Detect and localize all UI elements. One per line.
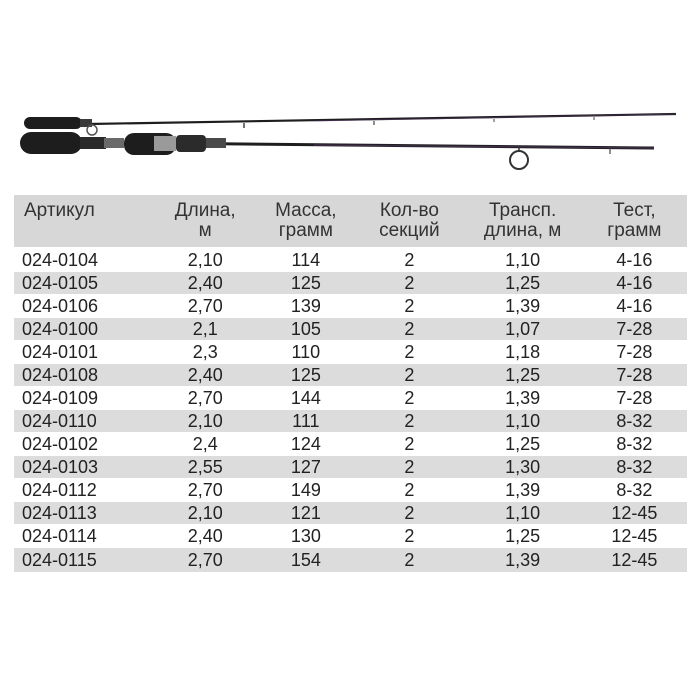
specs-table bbox=[14, 195, 687, 573]
cell-transport-length: 1,07 bbox=[464, 318, 582, 341]
cell-mass: 125 bbox=[256, 364, 355, 387]
cell-article: 024-0113 bbox=[14, 502, 154, 525]
cell-sections: 2 bbox=[355, 295, 463, 318]
cell-transport-length: 1,39 bbox=[464, 479, 582, 502]
cell-sections: 2 bbox=[355, 364, 463, 387]
table-row bbox=[14, 433, 687, 456]
cell-article: 024-0108 bbox=[14, 364, 154, 387]
cell-transport-length: 1,25 bbox=[464, 272, 582, 295]
header-line: секций bbox=[379, 220, 440, 241]
cell-sections: 2 bbox=[355, 456, 463, 479]
cell-transport-length: 1,25 bbox=[464, 433, 582, 456]
cell-length: 2,55 bbox=[154, 456, 257, 479]
cell-sections: 2 bbox=[355, 387, 463, 410]
cell-transport-length: 1,39 bbox=[464, 295, 582, 318]
table-row bbox=[14, 295, 687, 318]
header-line: Трансп. bbox=[489, 200, 557, 221]
cell-test: 4-16 bbox=[582, 295, 687, 318]
table-row bbox=[14, 456, 687, 479]
table-row bbox=[14, 248, 687, 272]
cell-test: 4-16 bbox=[582, 272, 687, 295]
cell-length: 2,10 bbox=[154, 248, 257, 272]
cell-length: 2,1 bbox=[154, 318, 257, 341]
cell-length: 2,3 bbox=[154, 341, 257, 364]
cell-test: 12-45 bbox=[582, 502, 687, 525]
cell-test: 12-45 bbox=[582, 525, 687, 548]
cell-mass: 105 bbox=[256, 318, 355, 341]
cell-transport-length: 1,25 bbox=[464, 525, 582, 548]
cell-article: 024-0106 bbox=[14, 295, 154, 318]
cell-length: 2,40 bbox=[154, 525, 257, 548]
table-row bbox=[14, 272, 687, 295]
table-body bbox=[14, 248, 687, 573]
cell-article: 024-0112 bbox=[14, 479, 154, 502]
cell-article: 024-0100 bbox=[14, 318, 154, 341]
header-mass bbox=[256, 195, 355, 248]
table-row bbox=[14, 479, 687, 502]
cell-transport-length: 1,30 bbox=[464, 456, 582, 479]
cell-mass: 125 bbox=[256, 272, 355, 295]
table-row bbox=[14, 410, 687, 433]
cell-mass: 149 bbox=[256, 479, 355, 502]
cell-mass: 110 bbox=[256, 341, 355, 364]
cell-transport-length: 1,10 bbox=[464, 410, 582, 433]
header-line: Кол-во bbox=[379, 200, 439, 221]
cell-sections: 2 bbox=[355, 525, 463, 548]
cell-mass: 124 bbox=[256, 433, 355, 456]
cell-length: 2,4 bbox=[154, 433, 257, 456]
cell-test: 8-32 bbox=[582, 433, 687, 456]
cell-test: 8-32 bbox=[582, 410, 687, 433]
header-sections bbox=[355, 195, 463, 248]
cell-mass: 127 bbox=[256, 456, 355, 479]
cell-sections: 2 bbox=[355, 318, 463, 341]
cell-test: 12-45 bbox=[582, 548, 687, 573]
cell-test: 8-32 bbox=[582, 456, 687, 479]
cell-test: 4-16 bbox=[582, 248, 687, 272]
cell-length: 2,70 bbox=[154, 295, 257, 318]
cell-article: 024-0110 bbox=[14, 410, 154, 433]
cell-sections: 2 bbox=[355, 502, 463, 525]
header-line: Длина, bbox=[174, 200, 236, 221]
cell-mass: 144 bbox=[256, 387, 355, 410]
table-row bbox=[14, 525, 687, 548]
cell-mass: 154 bbox=[256, 548, 355, 573]
header-line: грамм bbox=[278, 220, 333, 241]
cell-mass: 121 bbox=[256, 502, 355, 525]
cell-article: 024-0115 bbox=[14, 548, 154, 573]
cell-article: 024-0114 bbox=[14, 525, 154, 548]
cell-sections: 2 bbox=[355, 548, 463, 573]
cell-article: 024-0105 bbox=[14, 272, 154, 295]
cell-sections: 2 bbox=[355, 272, 463, 295]
cell-mass: 130 bbox=[256, 525, 355, 548]
cell-article: 024-0102 bbox=[14, 433, 154, 456]
cell-test: 7-28 bbox=[582, 387, 687, 410]
cell-test: 7-28 bbox=[582, 341, 687, 364]
cell-sections: 2 bbox=[355, 479, 463, 502]
header-article bbox=[14, 195, 154, 248]
cell-transport-length: 1,39 bbox=[464, 548, 582, 573]
header-line: Масса, bbox=[275, 200, 337, 221]
cell-transport-length: 1,25 bbox=[464, 364, 582, 387]
table-row bbox=[14, 364, 687, 387]
cell-length: 2,40 bbox=[154, 272, 257, 295]
cell-length: 2,10 bbox=[154, 410, 257, 433]
cell-article: 024-0101 bbox=[14, 341, 154, 364]
table-row bbox=[14, 387, 687, 410]
cell-length: 2,70 bbox=[154, 387, 257, 410]
cell-test: 8-32 bbox=[582, 479, 687, 502]
cell-transport-length: 1,10 bbox=[464, 502, 582, 525]
cell-article: 024-0104 bbox=[14, 248, 154, 272]
cell-transport-length: 1,39 bbox=[464, 387, 582, 410]
cell-test: 7-28 bbox=[582, 364, 687, 387]
fishing-rod-icon bbox=[14, 100, 690, 180]
table-row bbox=[14, 318, 687, 341]
header-line: Тест, bbox=[613, 200, 656, 221]
cell-length: 2,70 bbox=[154, 548, 257, 573]
cell-mass: 111 bbox=[256, 410, 355, 433]
cell-length: 2,70 bbox=[154, 479, 257, 502]
cell-mass: 139 bbox=[256, 295, 355, 318]
cell-sections: 2 bbox=[355, 433, 463, 456]
cell-mass: 114 bbox=[256, 248, 355, 272]
header-transport-length bbox=[464, 195, 582, 248]
cell-length: 2,10 bbox=[154, 502, 257, 525]
table-row bbox=[14, 502, 687, 525]
cell-transport-length: 1,18 bbox=[464, 341, 582, 364]
cell-test: 7-28 bbox=[582, 318, 687, 341]
cell-article: 024-0109 bbox=[14, 387, 154, 410]
cell-sections: 2 bbox=[355, 248, 463, 272]
header-test bbox=[582, 195, 687, 248]
header-line: м bbox=[198, 220, 212, 241]
cell-transport-length: 1,10 bbox=[464, 248, 582, 272]
table-row bbox=[14, 548, 687, 573]
table-row bbox=[14, 341, 687, 364]
cell-article: 024-0103 bbox=[14, 456, 154, 479]
cell-sections: 2 bbox=[355, 341, 463, 364]
cell-length: 2,40 bbox=[154, 364, 257, 387]
header-line: грамм bbox=[607, 220, 662, 241]
cell-sections: 2 bbox=[355, 410, 463, 433]
table-header-row bbox=[14, 195, 687, 248]
header-line: Артикул bbox=[24, 200, 95, 221]
header-line: длина, м bbox=[483, 220, 562, 241]
header-length bbox=[154, 195, 257, 248]
